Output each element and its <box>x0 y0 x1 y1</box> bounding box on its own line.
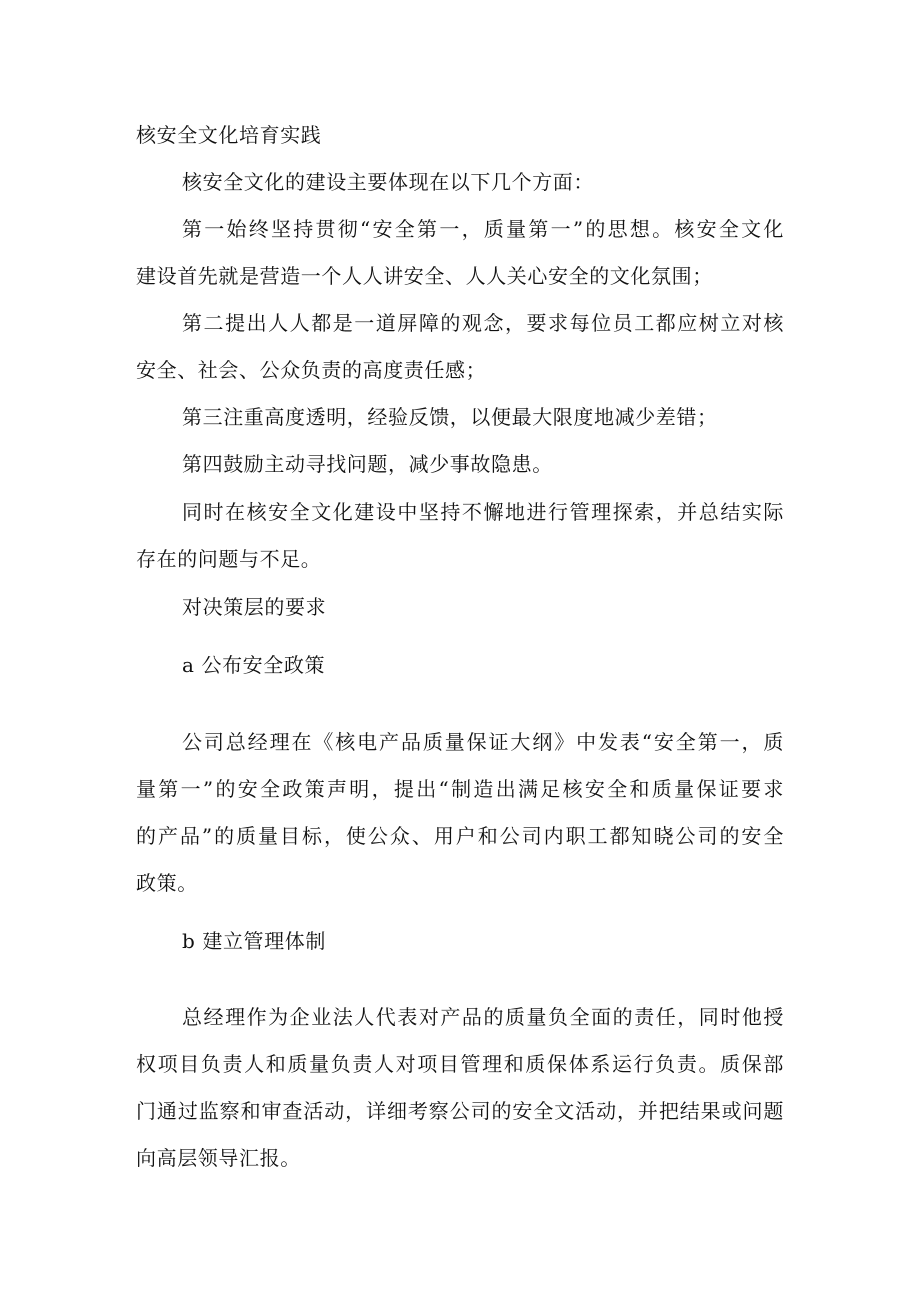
paragraph-a-line-1: 公司总经理在《核电产品质量保证大纲》中发表“安全第一，质 <box>182 730 784 754</box>
paragraph-2-line-1: 第二提出人人都是一道屏障的观念，要求每位员工都应树立对核 <box>182 311 784 335</box>
paragraph-b-line-1: 总经理作为企业法人代表对产品的质量负全面的责任，同时他授 <box>182 1005 784 1029</box>
paragraph-a-line-4: 政策。 <box>136 871 198 895</box>
paragraph-2-line-2: 安全、社会、公众负责的高度责任感； <box>136 358 487 382</box>
paragraph-4: 第四鼓励主动寻找问题，减少事故隐患。 <box>182 452 553 476</box>
paragraph-1-line-2: 建设首先就是营造一个人人讲安全、人人关心安全的文化氛围； <box>136 264 713 288</box>
intro-paragraph: 核安全文化的建设主要体现在以下几个方面： <box>182 170 594 194</box>
paragraph-a-line-3: 的产品”的质量目标，使公众、用户和公司内职工都知晓公司的安全 <box>136 824 784 848</box>
subheading-b: b 建立管理体制 <box>182 929 326 953</box>
paragraph-1-line-1: 第一始终坚持贯彻“安全第一，质量第一”的思想。核安全文化 <box>182 217 784 241</box>
section-heading: 对决策层的要求 <box>182 595 327 619</box>
document-title: 核安全文化培育实践 <box>136 123 322 147</box>
paragraph-b-line-4: 向高层领导汇报。 <box>136 1146 301 1170</box>
paragraph-b-line-2: 权项目负责人和质量负责人对项目管理和质保体系运行负责。质保部 <box>136 1052 784 1076</box>
subheading-a: a 公布安全政策 <box>182 653 326 677</box>
paragraph-5-line-2: 存在的问题与不足。 <box>136 547 322 571</box>
paragraph-5-line-1: 同时在核安全文化建设中坚持不懈地进行管理探索，并总结实际 <box>182 500 784 524</box>
paragraph-a-line-2: 量第一”的安全政策声明，提出“制造出满足核安全和质量保证要求 <box>136 777 784 801</box>
paragraph-b-line-3: 门通过监察和审查活动，详细考察公司的安全文活动，并把结果或问题 <box>136 1099 784 1123</box>
paragraph-3: 第三注重高度透明，经验反馈，以便最大限度地减少差错； <box>182 405 718 429</box>
